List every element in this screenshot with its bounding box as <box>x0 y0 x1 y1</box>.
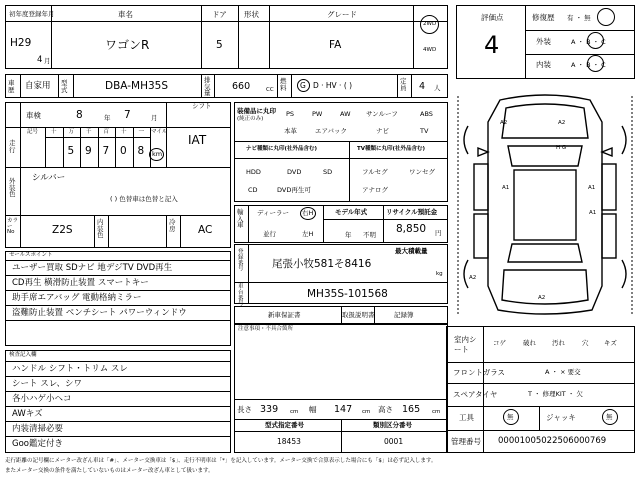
exterior-b-circle-mark <box>587 32 604 49</box>
seat-label: 室内シート <box>454 335 477 354</box>
height-label: 高さ <box>378 405 393 414</box>
divider <box>323 219 448 220</box>
run-label: 走行 <box>9 139 16 154</box>
divider <box>5 260 231 261</box>
model-year-label: モデル年式 <box>335 208 368 216</box>
class-no-label: 類別区分番号 <box>373 421 412 429</box>
max-load-label: 最大積載量 <box>395 247 428 255</box>
odometer-digit: 8 <box>137 145 145 157</box>
tools-mark: 無 <box>507 413 514 421</box>
mile-label: マイル <box>151 129 168 135</box>
inspector-label: 検査記入欄 <box>9 352 37 358</box>
import-dealer: ディーラー <box>257 209 289 217</box>
damage-code: A2 <box>558 120 566 126</box>
reg-month: 4 <box>37 55 43 65</box>
jack-label: ジャッキ <box>546 413 576 422</box>
divider <box>5 320 231 321</box>
divider <box>94 215 95 248</box>
seat-item: キズ <box>604 339 617 347</box>
tools-label: 工具 <box>459 413 474 422</box>
exterior-label: 外装 <box>536 37 551 46</box>
capacity-label: 定員 <box>400 77 407 92</box>
glass-label: フロントガラス <box>453 368 506 377</box>
tv-item: フルセグ <box>362 168 388 176</box>
import-left: 左H <box>302 230 314 238</box>
length-label: 長さ <box>237 405 252 414</box>
divider <box>234 282 448 283</box>
navi-item: DVD <box>287 168 302 176</box>
divider <box>5 275 231 276</box>
rating-label: 評価点 <box>481 13 504 22</box>
plate-value: 尾張小牧581そ8416 <box>272 258 372 270</box>
inspector-line: AWキズ <box>12 409 43 419</box>
seat-item: 破れ <box>523 339 536 347</box>
model-label: 型式 <box>61 79 68 94</box>
digit-header: 十 <box>121 129 127 135</box>
equip-item: PS <box>286 110 295 118</box>
equipment-label: 装備品に丸印 <box>237 107 276 115</box>
record-label: 記号 <box>27 129 39 135</box>
inspector-line: ハンドル シフト・トリム スレ <box>12 364 128 374</box>
repair-none-circle-mark <box>597 8 615 26</box>
selling-line: 助手席エアバッグ 電動格納ミラー <box>12 293 142 303</box>
divider <box>5 406 231 407</box>
divider <box>234 141 448 142</box>
ac-label: 冷房 <box>169 218 176 233</box>
divider <box>5 376 231 377</box>
inspection-label: 車検 <box>26 111 41 120</box>
door-label: ドア <box>212 10 227 19</box>
navi-item: CD <box>248 186 258 194</box>
divider <box>201 5 202 69</box>
management-value: 00001005022506000769 <box>498 436 607 446</box>
divider <box>45 127 46 167</box>
model-value: DBA-MH35S <box>105 80 169 92</box>
tv-item: ワンセグ <box>409 168 435 176</box>
row2-box <box>5 74 448 98</box>
height-value: 165 <box>402 404 421 415</box>
divider <box>115 127 116 167</box>
reg-year: H29 <box>10 37 32 49</box>
navi-item: SD <box>323 168 333 176</box>
equip-item: PW <box>312 110 323 118</box>
divider <box>5 436 231 437</box>
divider <box>20 102 21 248</box>
exterior-color-value: シルバー <box>32 173 66 183</box>
divider <box>341 419 342 453</box>
drive-4wd: 4WD <box>423 47 437 53</box>
width-value: 147 <box>334 404 353 415</box>
km-unit: km <box>152 150 163 158</box>
rating-value: 4 <box>484 31 500 59</box>
person-unit: 人 <box>434 84 441 92</box>
divider <box>5 167 231 168</box>
digit-header: 万 <box>68 129 75 135</box>
interior-grades: A ・ B ・ C <box>571 61 606 69</box>
shift-label: シフト <box>192 102 212 110</box>
seat-item: コゲ <box>493 339 506 347</box>
divider <box>180 215 181 248</box>
divider <box>525 54 635 55</box>
divider <box>446 406 635 407</box>
drive-2wd: 2WD <box>423 21 437 27</box>
selling-line: ユーザー買取 SDナビ 地デジTV DVD再生 <box>12 263 173 273</box>
divider <box>214 74 215 98</box>
divider <box>291 74 292 98</box>
divider <box>248 205 249 243</box>
selling-label: セールスポイント <box>9 252 53 258</box>
doc-record: 記録簿 <box>394 311 414 319</box>
equip-item: 本革 <box>284 127 297 135</box>
equip-item: ナビ <box>376 127 389 135</box>
capacity-value: 4 <box>419 81 426 92</box>
seat-item: 汚れ <box>552 339 565 347</box>
reg-label: 初年度登録年月 <box>9 10 55 18</box>
history-label: 車歴 <box>8 79 15 94</box>
equipment-sublabel: (純正のみ) <box>237 116 264 122</box>
exterior-color-label: 外装色 <box>9 177 16 198</box>
interior-label: 内装 <box>536 60 551 69</box>
divider <box>349 141 350 202</box>
grade-label: グレード <box>327 10 357 19</box>
navi-item: DVD再生可 <box>277 186 311 194</box>
cm-unit: cm <box>290 409 299 415</box>
divider <box>63 127 64 167</box>
damage-code: A2 <box>538 295 546 301</box>
damage-code: A1 <box>588 185 596 191</box>
divider <box>5 290 231 291</box>
divider <box>5 127 231 128</box>
divider <box>5 421 231 422</box>
kg-unit: kg <box>436 271 443 277</box>
type-no-label: 型式指定番号 <box>265 421 304 429</box>
width-label: 幅 <box>309 405 317 414</box>
damage-code: A2 <box>500 120 508 126</box>
month-unit: 月 <box>151 114 158 122</box>
digit-header: 千 <box>86 129 92 135</box>
management-label: 管理番号 <box>451 437 481 446</box>
divider <box>20 74 21 98</box>
door-count: 5 <box>216 39 223 51</box>
recycle-value: 8,850 <box>396 223 427 235</box>
divider <box>166 215 167 248</box>
damage-code: A1 <box>502 185 510 191</box>
interior-color-label: 内装色 <box>97 218 104 239</box>
damage-code: A2 <box>469 275 477 281</box>
equip-item: TV <box>420 127 429 135</box>
glass-value: A ・ × 要交 <box>545 368 581 376</box>
divider <box>5 361 231 362</box>
divider <box>446 383 635 384</box>
divider <box>5 305 231 306</box>
inspection-month: 7 <box>124 109 131 121</box>
cm-unit: cm <box>432 409 441 415</box>
divider <box>411 74 412 98</box>
length-value: 339 <box>260 404 279 415</box>
doc-new-car: 新車保証書 <box>268 311 301 319</box>
import-label: 輸入車 <box>237 208 244 229</box>
grade-value: FA <box>329 39 342 51</box>
chassis-value: MH35S-101568 <box>307 288 388 300</box>
equip-item: AW <box>340 110 351 118</box>
divider <box>323 205 324 243</box>
shift-value: IAT <box>188 133 207 147</box>
odometer-digit: 9 <box>85 145 92 157</box>
equip-item: ABS <box>420 110 433 118</box>
digit-header: 百 <box>103 129 110 135</box>
class-no-value: 0001 <box>384 437 404 446</box>
inspector-line: 各小ハゲ小ヘコ <box>12 394 72 404</box>
odometer-digit: 5 <box>67 145 75 157</box>
import-parallel: 並行 <box>263 230 276 238</box>
navi-item: HDD <box>246 168 261 176</box>
damage-code: A1 <box>589 210 597 216</box>
divider <box>238 5 239 69</box>
ac-value: AC <box>198 224 213 236</box>
import-right: 右H <box>302 209 314 217</box>
divider <box>98 127 99 167</box>
inspector-line: シート スレ、シワ <box>12 379 83 389</box>
selling-line: 盗難防止装置 ベンチシート パワーウィンドウ <box>12 308 187 318</box>
year-unit: 年 <box>104 114 111 122</box>
jack-mark: 無 <box>606 413 613 421</box>
divider <box>58 74 59 98</box>
equip-item: エアバック <box>315 127 347 135</box>
divider <box>277 74 278 98</box>
divider <box>201 74 202 98</box>
divider <box>269 5 270 69</box>
repair-label: 修復歴 <box>532 13 555 22</box>
inspector-line: Goo鑑定付き <box>12 439 63 449</box>
divider <box>383 205 384 243</box>
divider <box>73 74 74 98</box>
cm-unit: cm <box>362 409 371 415</box>
car-name: ワゴンR <box>105 38 150 52</box>
divider <box>248 244 249 304</box>
divider <box>539 406 540 430</box>
seat-item: 穴 <box>582 339 589 347</box>
inspection-year: 8 <box>76 109 83 121</box>
name-label: 車名 <box>118 10 133 19</box>
divider <box>234 399 448 400</box>
equip-item: サンルーフ <box>366 110 398 118</box>
interior-b-circle-mark <box>587 55 604 72</box>
divider <box>80 127 81 167</box>
color-note: ( ) 色替車は色替と記入 <box>110 195 178 203</box>
doc-manual: 取扱説明書 <box>342 311 375 319</box>
footer-line1: 走行距離の記号欄にメーター改ざん車は「#」、メーター交換車は「$」、走行不明車は「*」を記入しています。メーター交換で合算表示した場合にも「$」は必ず記入します。 <box>5 458 437 464</box>
model-year-unknown: 不明 <box>363 231 376 239</box>
yen-unit: 円 <box>435 229 442 237</box>
fuel-label: 燃料 <box>280 77 287 92</box>
color-code-label: カラーNo <box>7 218 19 235</box>
divider <box>5 215 231 216</box>
selling-line: CD再生 横滑防止装置 スマートキー <box>12 278 149 288</box>
divider <box>108 215 109 248</box>
displacement-value: 660 <box>232 81 251 92</box>
fuel-options: G · D · HV · ( ) <box>300 81 353 90</box>
spare-label: スペアタイヤ <box>453 390 498 399</box>
odometer-digit: 0 <box>120 145 127 157</box>
car-diagram <box>452 86 638 324</box>
model-year-unit: 年 <box>345 231 352 239</box>
divider <box>397 74 398 98</box>
spare-value: T ・ 修理KIT ・ 欠 <box>528 390 583 398</box>
displacement-label: 排気量 <box>204 76 211 97</box>
digit-header: 一 <box>138 129 145 135</box>
reg-month-unit: 月 <box>44 57 51 65</box>
exterior-grades: A ・ B ・ C <box>571 38 606 46</box>
color-code-value: Z2S <box>52 224 73 236</box>
inspector-line: 内装清掃必要 <box>12 424 64 434</box>
cc-unit: CC <box>266 87 274 93</box>
shape-label: 形状 <box>244 10 259 19</box>
divider <box>446 430 635 431</box>
footer-line2: またメーター交換の条件を満たしていないものはメーター改ざん車として扱います。 <box>5 468 214 474</box>
divider <box>5 21 448 22</box>
tv-label: TV種類に丸印(社外品含む) <box>357 146 426 152</box>
tv-item: アナログ <box>362 186 388 194</box>
type-no-value: 18453 <box>277 437 301 446</box>
repair-options: 有 ・ 無 <box>567 14 591 22</box>
usage-value: 自家用 <box>25 81 51 91</box>
damage-code: H G <box>556 145 567 151</box>
notes-label: 注意事項・不具合箇所 <box>238 326 294 332</box>
divider <box>234 158 448 159</box>
divider <box>446 362 635 363</box>
divider <box>5 391 231 392</box>
recycle-label: リサイクル預託金 <box>386 208 438 216</box>
odometer-digit: 7 <box>102 145 110 157</box>
digit-header: 十 <box>51 129 57 135</box>
divider <box>413 5 414 69</box>
divider <box>525 30 635 31</box>
divider <box>133 127 134 167</box>
chassis-label: 車台番号 <box>238 284 244 308</box>
plate-label: 登録番号 <box>238 249 244 273</box>
navi-label: ナビ種類に丸印(社外品含む) <box>246 146 318 152</box>
divider <box>525 5 526 79</box>
